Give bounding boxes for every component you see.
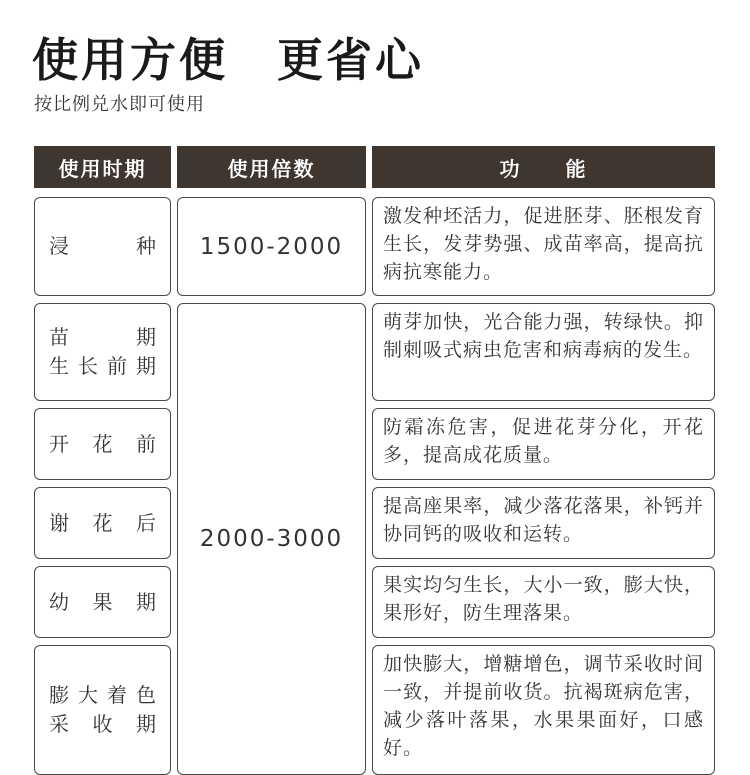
stage-cell-seedling (34, 303, 171, 401)
stage-cell-post-flowering (34, 487, 171, 559)
header-dilution-ratio: 使用倍数 (177, 146, 366, 188)
function-cell-soaking: 激发种坯活力，促进胚芽、胚根发育生长，发芽势强、成苗率高，提高抗病抗寒能力。 (372, 197, 715, 296)
stage-char: 期 (136, 712, 156, 736)
stage-char: 苗 (49, 325, 69, 349)
page-title: 使用方便 更省心 (32, 33, 424, 87)
stage-char: 采 (49, 712, 69, 736)
stage-char: 着 (107, 683, 127, 707)
header-usage-period: 使用时期 (34, 146, 171, 188)
stage-char: 收 (92, 712, 113, 736)
stage-char: 期 (136, 589, 156, 614)
stage-line (49, 352, 156, 381)
stage-char: 果 (92, 589, 113, 614)
function-cell-post-flowering: 提高座果率，减少落花落果，补钙并协同钙的吸收和运转。 (372, 487, 715, 559)
stage-line (49, 681, 156, 710)
stage-line (49, 509, 156, 538)
function-cell-seedling: 萌芽加快，光合能力强，转绿快。抑制刺吸式病虫危害和病毒病的发生。 (372, 303, 715, 401)
stage-cell-pre-flowering (34, 408, 171, 480)
stage-char: 膨 (49, 683, 69, 707)
stage-cell-soaking (34, 197, 171, 296)
function-cell-young-fruit: 果实均匀生长，大小一致，膨大快，果形好，防生理落果。 (372, 566, 715, 638)
stage-cell-expansion-harvest (34, 645, 171, 775)
stage-cell-young-fruit (34, 566, 171, 638)
stage-line (49, 232, 156, 261)
stage-char: 种 (136, 234, 156, 258)
stage-char: 期 (136, 325, 156, 349)
stage-char: 生 (49, 354, 69, 378)
stage-char: 前 (136, 431, 156, 456)
stage-line (49, 588, 156, 617)
stage-char: 期 (136, 354, 156, 378)
stage-line (49, 323, 156, 352)
stage-char: 幼 (49, 589, 69, 614)
stage-char: 花 (92, 510, 113, 535)
stage-char: 浸 (49, 234, 69, 258)
header-function: 功 能 (372, 146, 715, 188)
stage-line (49, 710, 156, 739)
stage-char: 花 (92, 431, 113, 456)
page-subtitle: 按比例兑水即可使用 (34, 94, 205, 115)
function-cell-expansion-harvest: 加快膨大，增糖增色，调节采收时间一致，并提前收货。抗褐斑病危害，减少落叶落果，水果果面好，口感好。 (372, 645, 715, 775)
stage-line (49, 430, 156, 459)
stage-char: 大 (78, 683, 98, 707)
stage-char: 前 (107, 354, 127, 378)
dose-cell-soaking: 1500-2000 (177, 197, 366, 296)
stage-char: 色 (136, 683, 156, 707)
dose-cell-growth: 2000-3000 (177, 303, 366, 775)
stage-char: 开 (49, 431, 69, 456)
function-cell-pre-flowering: 防霜冻危害，促进花芽分化，开花多，提高成花质量。 (372, 408, 715, 480)
stage-char: 后 (136, 510, 156, 535)
stage-char: 谢 (49, 510, 69, 535)
stage-char: 长 (78, 354, 98, 378)
